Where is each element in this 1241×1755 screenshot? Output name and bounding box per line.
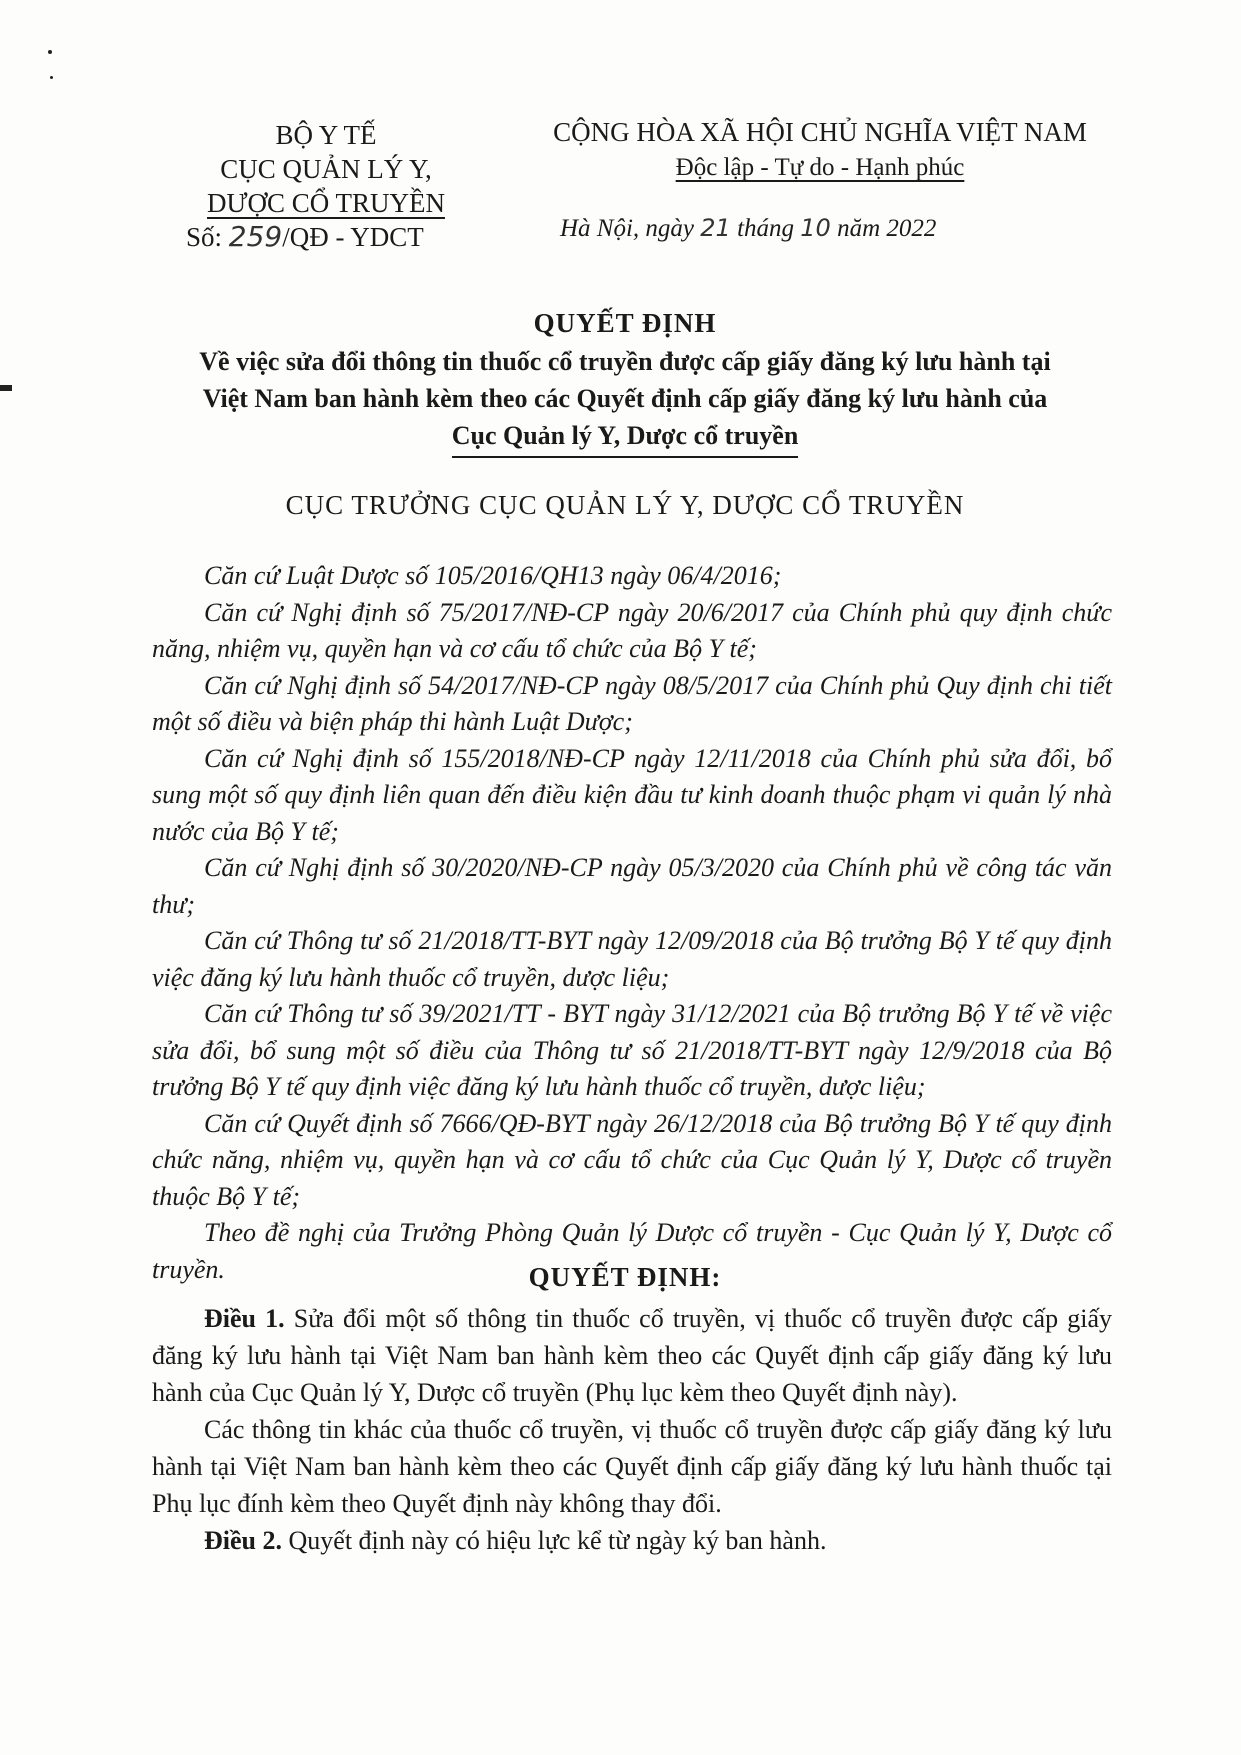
basis-item: Căn cứ Nghị định số 30/2020/NĐ-CP ngày 05/3/2020 của Chính phủ về công tác văn thư; bbox=[152, 853, 1112, 919]
department-line1: CỤC QUẢN LÝ Y, bbox=[220, 154, 432, 184]
decision-heading: QUYẾT ĐỊNH: bbox=[528, 1262, 722, 1292]
issuing-agency bbox=[176, 118, 476, 254]
scan-dot bbox=[50, 76, 53, 79]
subject-line: Về việc sửa đổi thông tin thuốc cổ truyền được cấp giấy đăng ký lưu hành tại bbox=[199, 347, 1051, 376]
handwritten-number: 259 bbox=[228, 220, 283, 253]
national-motto: Độc lập - Tự do - Hạnh phúc bbox=[675, 154, 965, 181]
republic-name: CỘNG HÒA XÃ HỘI CHỦ NGHĨA VIỆT NAM bbox=[553, 117, 1087, 147]
article-1-label: Điều 1. bbox=[204, 1304, 285, 1333]
document-subject bbox=[150, 343, 1100, 458]
date-day: 21 bbox=[700, 214, 731, 242]
basis-item: Căn cứ Thông tư số 39/2021/TT - BYT ngày 31/12/2021 của Bộ trưởng Bộ Y tế về việc sửa đổi, bổ sung một số điều của Thông tư số 21/2018/TT-BYT ngày 12/9/2018 của Bộ trưởng Bộ Y tế quy định việc đăng ký lưu hành thuốc cổ truyền, dược liệu; bbox=[152, 999, 1112, 1101]
issuing-authority: CỤC TRƯỞNG CỤC QUẢN LÝ Y, DƯỢC CỔ TRUYỀN bbox=[285, 490, 965, 520]
article-2-text: Quyết định này có hiệu lực kể từ ngày ký ban hành. bbox=[282, 1526, 827, 1555]
date-year: năm 2022 bbox=[837, 215, 937, 242]
department-line2: DƯỢC CỔ TRUYỀN bbox=[207, 188, 445, 218]
ministry-name: BỘ Y TẾ bbox=[275, 120, 377, 150]
date-month: 10 bbox=[800, 214, 831, 242]
national-header bbox=[460, 114, 1180, 186]
basis-item: Căn cứ Thông tư số 21/2018/TT-BYT ngày 12/09/2018 của Bộ trưởng Bộ Y tế quy định việc đăng ký lưu hành thuốc cổ truyền, dược liệu; bbox=[152, 926, 1112, 992]
date-place: Hà Nội, ngày bbox=[560, 215, 695, 242]
scan-dot bbox=[48, 50, 52, 54]
article-2 bbox=[152, 1522, 1112, 1559]
article-1-paragraph-2: Các thông tin khác của thuốc cổ truyền, vị thuốc cổ truyền được cấp giấy đăng ký lưu hành tại Việt Nam ban hành kèm theo các Quyết định cấp giấy đăng ký lưu hành thuốc tại Phụ lục đính kèm theo Quyết định này không thay đổi. bbox=[152, 1415, 1112, 1518]
number-suffix: /QĐ - YDCT bbox=[282, 222, 424, 252]
basis-item: Căn cứ Nghị định số 54/2017/NĐ-CP ngày 08/5/2017 của Chính phủ Quy định chi tiết một số điều và biện pháp thi hành Luật Dược; bbox=[152, 670, 1112, 736]
legal-basis bbox=[152, 558, 1112, 1288]
date-month-word: tháng bbox=[737, 215, 795, 242]
basis-item: Căn cứ Quyết định số 7666/QĐ-BYT ngày 26/12/2018 của Bộ trưởng Bộ Y tế quy định chức năng, nhiệm vụ, quyền hạn và cơ cấu tổ chức của Cục Quản lý Y, Dược cổ truyền thuộc Bộ Y tế; bbox=[152, 1108, 1112, 1211]
basis-item: Căn cứ Nghị định số 155/2018/NĐ-CP ngày 12/11/2018 của Chính phủ sửa đổi, bổ sung một số quy định liên quan đến điều kiện đầu tư kinh doanh thuộc phạm vi quản lý nhà nước của Bộ Y tế; bbox=[152, 743, 1112, 846]
article-1-text: Sửa đổi một số thông tin thuốc cổ truyền, vị thuốc cổ truyền được cấp giấy đăng ký lưu hành tại Việt Nam ban hành kèm theo các Quyết định cấp giấy đăng ký lưu hành của Cục Quản lý Y, Dược cổ truyền (Phụ lục kèm theo Quyết định này). bbox=[152, 1304, 1113, 1407]
document-title-block bbox=[150, 308, 1100, 458]
document-title: QUYẾT ĐỊNH bbox=[533, 308, 717, 338]
document-number bbox=[176, 220, 476, 254]
number-prefix: Số: bbox=[186, 222, 223, 252]
articles bbox=[152, 1300, 1112, 1559]
scan-edge-mark bbox=[0, 385, 12, 391]
article-1 bbox=[152, 1300, 1112, 1411]
subject-line: Việt Nam ban hành kèm theo các Quyết định cấp giấy đăng ký lưu hành của bbox=[202, 384, 1048, 413]
basis-item: Theo đề nghị của Trưởng Phòng Quản lý Dược cổ truyền - Cục Quản lý Y, Dược cổ truyền. bbox=[152, 1218, 1112, 1284]
basis-item: Căn cứ Luật Dược số 105/2016/QH13 ngày 06/4/2016; bbox=[204, 561, 782, 590]
subject-line: Cục Quản lý Y, Dược cổ truyền bbox=[452, 417, 799, 458]
issue-date bbox=[560, 214, 1020, 243]
basis-item: Căn cứ Nghị định số 75/2017/NĐ-CP ngày 20/6/2017 của Chính phủ quy định chức năng, nhiệm vụ, quyền hạn và cơ cấu tổ chức của Bộ Y tế; bbox=[152, 597, 1112, 663]
article-2-label: Điều 2. bbox=[204, 1526, 282, 1555]
